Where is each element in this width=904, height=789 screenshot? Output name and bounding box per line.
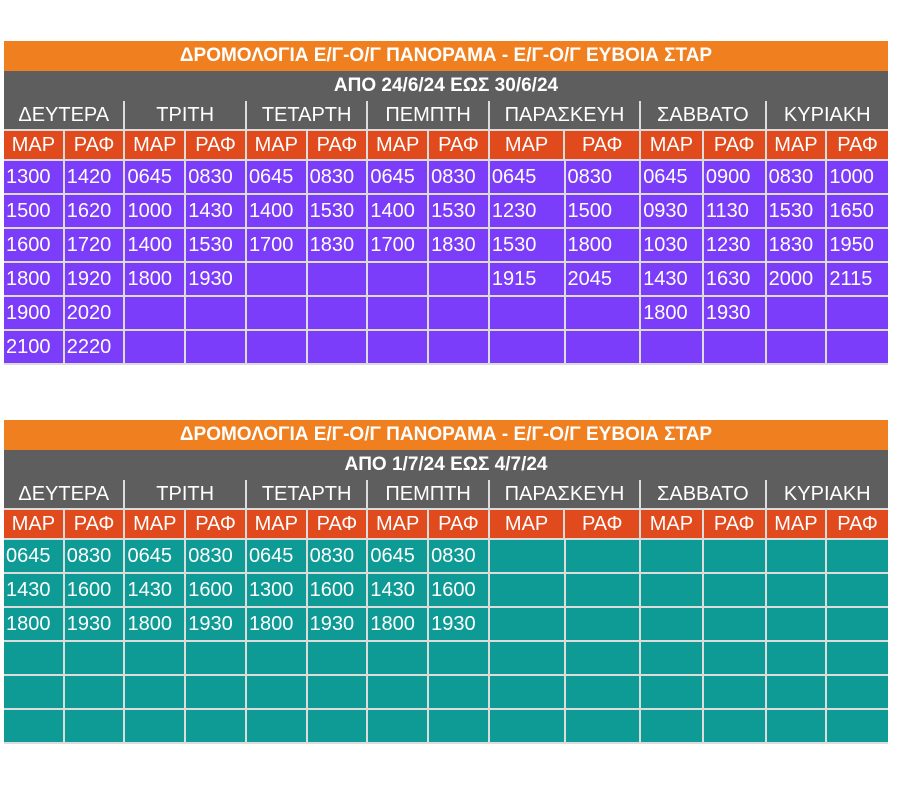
departure-time-cell: 2220 [65, 331, 126, 365]
departure-time-cell [490, 710, 566, 744]
departure-time-cell: 1630 [704, 263, 767, 297]
departure-time-cell: 2045 [566, 263, 642, 297]
departure-time-cell [767, 331, 828, 365]
day-header: ΠΕΜΠΤΗ [368, 480, 489, 510]
departure-time-cell [566, 574, 642, 608]
departure-time-cell [490, 297, 566, 331]
departure-time-cell: 2115 [827, 263, 888, 297]
departure-time-cell [566, 676, 642, 710]
departure-time-cell: 0645 [125, 161, 186, 195]
departure-time-cell: 0645 [490, 161, 566, 195]
departure-time-cell: 0830 [429, 540, 490, 574]
table-row [4, 161, 888, 195]
departure-time-cell [429, 642, 490, 676]
departure-time-cell: 1420 [65, 161, 126, 195]
departure-time-cell: 1600 [186, 574, 247, 608]
schedule-table-1 [4, 41, 888, 365]
day-header: ΣΑΒΒΑΤΟ [641, 101, 766, 131]
departure-time-cell: 1600 [308, 574, 369, 608]
port-header: ΜΑΡ [125, 510, 186, 540]
departure-time-cell: 1830 [308, 229, 369, 263]
departure-time-cell: 1930 [308, 608, 369, 642]
departure-time-cell: 0930 [641, 195, 704, 229]
departure-time-cell: 0830 [429, 161, 490, 195]
day-header: ΠΑΡΑΣΚΕΥΗ [490, 101, 641, 131]
departure-time-cell [308, 263, 369, 297]
departure-time-cell: 0830 [308, 161, 369, 195]
port-header: ΡΑΦ [65, 131, 126, 161]
departure-time-cell [247, 297, 308, 331]
departure-time-cell [308, 676, 369, 710]
departure-time-cell [827, 676, 888, 710]
day-header: ΣΑΒΒΑΤΟ [641, 480, 766, 510]
departure-time-cell [247, 676, 308, 710]
departure-time-cell: 1000 [125, 195, 186, 229]
departure-time-cell [429, 331, 490, 365]
departure-time-cell [368, 676, 429, 710]
departure-time-cell [767, 642, 828, 676]
port-header-row [4, 510, 888, 540]
departure-time-cell [368, 710, 429, 744]
departure-time-cell [368, 331, 429, 365]
departure-time-cell: 1430 [125, 574, 186, 608]
departure-time-cell [368, 642, 429, 676]
departure-time-cell: 1430 [641, 263, 704, 297]
table-row [4, 540, 888, 574]
port-header: ΡΑΦ [308, 510, 369, 540]
departure-time-cell [641, 574, 704, 608]
day-header-row [4, 480, 888, 510]
table-row [4, 263, 888, 297]
departure-time-cell [4, 642, 65, 676]
table-row [4, 642, 888, 676]
departure-time-cell: 0645 [641, 161, 704, 195]
schedule-period: ΑΠΟ 24/6/24 ΕΩΣ 30/6/24 [4, 71, 888, 101]
departure-time-cell: 1700 [247, 229, 308, 263]
departure-time-cell [186, 297, 247, 331]
departure-time-cell: 1230 [490, 195, 566, 229]
departure-time-cell [704, 642, 767, 676]
table-row [4, 710, 888, 744]
departure-time-cell: 0830 [186, 161, 247, 195]
departure-time-cell [65, 676, 126, 710]
departure-time-cell: 1400 [368, 195, 429, 229]
day-header: ΠΕΜΠΤΗ [368, 101, 489, 131]
departure-time-cell: 1950 [827, 229, 888, 263]
departure-time-cell: 1430 [368, 574, 429, 608]
departure-time-cell [704, 574, 767, 608]
departure-time-cell [125, 710, 186, 744]
departure-time-cell [641, 642, 704, 676]
departure-time-cell: 0645 [247, 161, 308, 195]
port-header: ΡΑΦ [186, 131, 247, 161]
departure-time-cell: 0645 [368, 540, 429, 574]
departure-time-cell [704, 676, 767, 710]
departure-time-cell [641, 710, 704, 744]
departure-time-cell [704, 710, 767, 744]
departure-time-cell: 1530 [186, 229, 247, 263]
departure-time-cell [490, 574, 566, 608]
table-row [4, 574, 888, 608]
departure-time-cell: 1530 [767, 195, 828, 229]
departure-time-cell [186, 642, 247, 676]
departure-time-cell: 1930 [186, 263, 247, 297]
departure-time-cell [125, 297, 186, 331]
departure-time-cell [429, 297, 490, 331]
departure-time-cell: 1430 [186, 195, 247, 229]
departure-time-cell [704, 331, 767, 365]
departure-time-cell [827, 540, 888, 574]
departure-time-cell [4, 710, 65, 744]
departure-time-cell [65, 642, 126, 676]
departure-time-cell [827, 710, 888, 744]
departure-time-cell: 1800 [368, 608, 429, 642]
departure-time-cell: 2100 [4, 331, 65, 365]
departure-time-cell: 1400 [247, 195, 308, 229]
port-header: ΜΑΡ [767, 510, 828, 540]
day-header: ΔΕΥΤΕΡΑ [4, 101, 125, 131]
departure-time-cell: 1530 [308, 195, 369, 229]
departure-time-cell [566, 297, 642, 331]
departure-time-cell [704, 540, 767, 574]
port-header: ΜΑΡ [767, 131, 828, 161]
departure-time-cell [827, 331, 888, 365]
departure-time-cell: 1930 [429, 608, 490, 642]
departure-time-cell: 1430 [4, 574, 65, 608]
port-header: ΜΑΡ [4, 131, 65, 161]
departure-time-cell: 0645 [4, 540, 65, 574]
port-header: ΡΑΦ [704, 131, 767, 161]
port-header: ΜΑΡ [368, 510, 429, 540]
departure-time-cell: 0645 [247, 540, 308, 574]
table-row [4, 195, 888, 229]
departure-time-cell [490, 608, 566, 642]
departure-time-cell: 1930 [186, 608, 247, 642]
departure-time-cell [125, 331, 186, 365]
port-header: ΡΑΦ [429, 510, 490, 540]
departure-time-cell [429, 676, 490, 710]
departure-time-cell: 1915 [490, 263, 566, 297]
departure-time-cell [704, 608, 767, 642]
day-header: ΚΥΡΙΑΚΗ [767, 101, 888, 131]
departure-time-cell [308, 642, 369, 676]
departure-time-cell [767, 540, 828, 574]
schedule-title: ΔΡΟΜΟΛΟΓΙΑ Ε/Γ-Ο/Γ ΠΑΝΟΡΑΜΑ - Ε/Γ-Ο/Γ ΕΥΒΟΙΑ ΣΤΑΡ [4, 41, 888, 71]
port-header: ΡΑΦ [565, 510, 641, 540]
schedule-table-2 [4, 420, 888, 744]
departure-time-cell [827, 642, 888, 676]
departure-time-cell: 1830 [767, 229, 828, 263]
port-header: ΜΑΡ [247, 510, 308, 540]
port-header: ΜΑΡ [490, 131, 566, 161]
departure-time-cell: 1300 [4, 161, 65, 195]
table-row [4, 229, 888, 263]
port-header-row [4, 131, 888, 161]
departure-time-cell: 0830 [186, 540, 247, 574]
departure-time-cell: 1800 [566, 229, 642, 263]
port-header: ΡΑΦ [65, 510, 126, 540]
departure-time-cell [641, 331, 704, 365]
departure-time-cell: 1700 [368, 229, 429, 263]
departure-time-cell [641, 608, 704, 642]
departure-time-cell: 1900 [4, 297, 65, 331]
departure-time-cell: 1930 [704, 297, 767, 331]
departure-time-cell [247, 710, 308, 744]
departure-time-cell [368, 297, 429, 331]
day-header: ΤΡΙΤΗ [125, 101, 246, 131]
table-row [4, 676, 888, 710]
departure-time-cell: 1530 [490, 229, 566, 263]
departure-time-cell [767, 574, 828, 608]
departure-time-cell [308, 331, 369, 365]
departure-time-cell [429, 263, 490, 297]
departure-time-cell [641, 676, 704, 710]
departure-time-cell: 1530 [429, 195, 490, 229]
departure-time-cell: 2000 [767, 263, 828, 297]
departure-time-cell: 0830 [65, 540, 126, 574]
departure-time-cell [308, 710, 369, 744]
departure-time-cell: 1300 [247, 574, 308, 608]
departure-time-cell [827, 297, 888, 331]
departure-time-cell: 1800 [125, 263, 186, 297]
port-header: ΜΑΡ [641, 131, 704, 161]
departure-time-cell: 1830 [429, 229, 490, 263]
departure-time-cell: 1800 [4, 263, 65, 297]
departure-time-cell: 1500 [4, 195, 65, 229]
day-header: ΤΕΤΑΡΤΗ [247, 101, 368, 131]
schedule-period: ΑΠΟ 1/7/24 ΕΩΣ 4/7/24 [4, 450, 888, 480]
departure-time-cell: 0900 [704, 161, 767, 195]
schedule-title: ΔΡΟΜΟΛΟΓΙΑ Ε/Γ-Ο/Γ ΠΑΝΟΡΑΜΑ - Ε/Γ-Ο/Γ ΕΥΒΟΙΑ ΣΤΑΡ [4, 420, 888, 450]
departure-time-cell: 1800 [4, 608, 65, 642]
port-header: ΡΑΦ [827, 510, 888, 540]
departure-time-cell: 1920 [65, 263, 126, 297]
port-header: ΡΑΦ [827, 131, 888, 161]
departure-time-cell: 0830 [566, 161, 642, 195]
table-row [4, 608, 888, 642]
day-header: ΤΕΤΑΡΤΗ [247, 480, 368, 510]
departure-time-cell [566, 642, 642, 676]
departure-time-cell: 0645 [368, 161, 429, 195]
departure-time-cell: 1600 [65, 574, 126, 608]
departure-time-cell [186, 710, 247, 744]
departure-time-cell [827, 608, 888, 642]
port-header: ΡΑΦ [565, 131, 641, 161]
departure-time-cell [490, 331, 566, 365]
departure-time-cell [186, 331, 247, 365]
departure-time-cell: 1720 [65, 229, 126, 263]
departure-time-cell [641, 540, 704, 574]
table-row [4, 331, 888, 365]
day-header: ΚΥΡΙΑΚΗ [767, 480, 888, 510]
departure-time-cell: 2020 [65, 297, 126, 331]
table-row [4, 297, 888, 331]
day-header: ΤΡΙΤΗ [125, 480, 246, 510]
port-header: ΜΑΡ [490, 510, 566, 540]
departure-time-cell [65, 710, 126, 744]
departure-time-cell [827, 574, 888, 608]
schedule-body [4, 540, 888, 744]
departure-time-cell [125, 642, 186, 676]
departure-time-cell: 1400 [125, 229, 186, 263]
departure-time-cell [767, 710, 828, 744]
departure-time-cell: 1000 [827, 161, 888, 195]
departure-time-cell [186, 676, 247, 710]
departure-time-cell [566, 331, 642, 365]
departure-time-cell [566, 540, 642, 574]
departure-time-cell: 1620 [65, 195, 126, 229]
day-header: ΔΕΥΤΕΡΑ [4, 480, 125, 510]
departure-time-cell [490, 642, 566, 676]
port-header: ΜΑΡ [125, 131, 186, 161]
departure-time-cell: 1600 [4, 229, 65, 263]
port-header: ΜΑΡ [247, 131, 308, 161]
departure-time-cell: 1030 [641, 229, 704, 263]
departure-time-cell: 1600 [429, 574, 490, 608]
departure-time-cell: 1130 [704, 195, 767, 229]
departure-time-cell [767, 297, 828, 331]
departure-time-cell [429, 710, 490, 744]
day-header: ΠΑΡΑΣΚΕΥΗ [490, 480, 641, 510]
departure-time-cell [4, 676, 65, 710]
departure-time-cell: 0830 [767, 161, 828, 195]
departure-time-cell [247, 642, 308, 676]
port-header: ΡΑΦ [308, 131, 369, 161]
day-header-row [4, 101, 888, 131]
departure-time-cell: 0830 [308, 540, 369, 574]
departure-time-cell [247, 331, 308, 365]
departure-time-cell [490, 676, 566, 710]
departure-time-cell: 1930 [65, 608, 126, 642]
departure-time-cell [566, 710, 642, 744]
port-header: ΜΑΡ [4, 510, 65, 540]
departure-time-cell [566, 608, 642, 642]
departure-time-cell: 1800 [125, 608, 186, 642]
departure-time-cell [490, 540, 566, 574]
departure-time-cell [368, 263, 429, 297]
departure-time-cell: 1230 [704, 229, 767, 263]
departure-time-cell: 1650 [827, 195, 888, 229]
departure-time-cell [125, 676, 186, 710]
departure-time-cell [767, 676, 828, 710]
port-header: ΜΑΡ [641, 510, 704, 540]
departure-time-cell [247, 263, 308, 297]
departure-time-cell: 1800 [247, 608, 308, 642]
port-header: ΡΑΦ [429, 131, 490, 161]
port-header: ΡΑΦ [704, 510, 767, 540]
departure-time-cell [767, 608, 828, 642]
departure-time-cell: 1800 [641, 297, 704, 331]
departure-time-cell [308, 297, 369, 331]
schedule-body [4, 161, 888, 365]
departure-time-cell: 1500 [566, 195, 642, 229]
departure-time-cell: 0645 [125, 540, 186, 574]
port-header: ΜΑΡ [368, 131, 429, 161]
port-header: ΡΑΦ [186, 510, 247, 540]
